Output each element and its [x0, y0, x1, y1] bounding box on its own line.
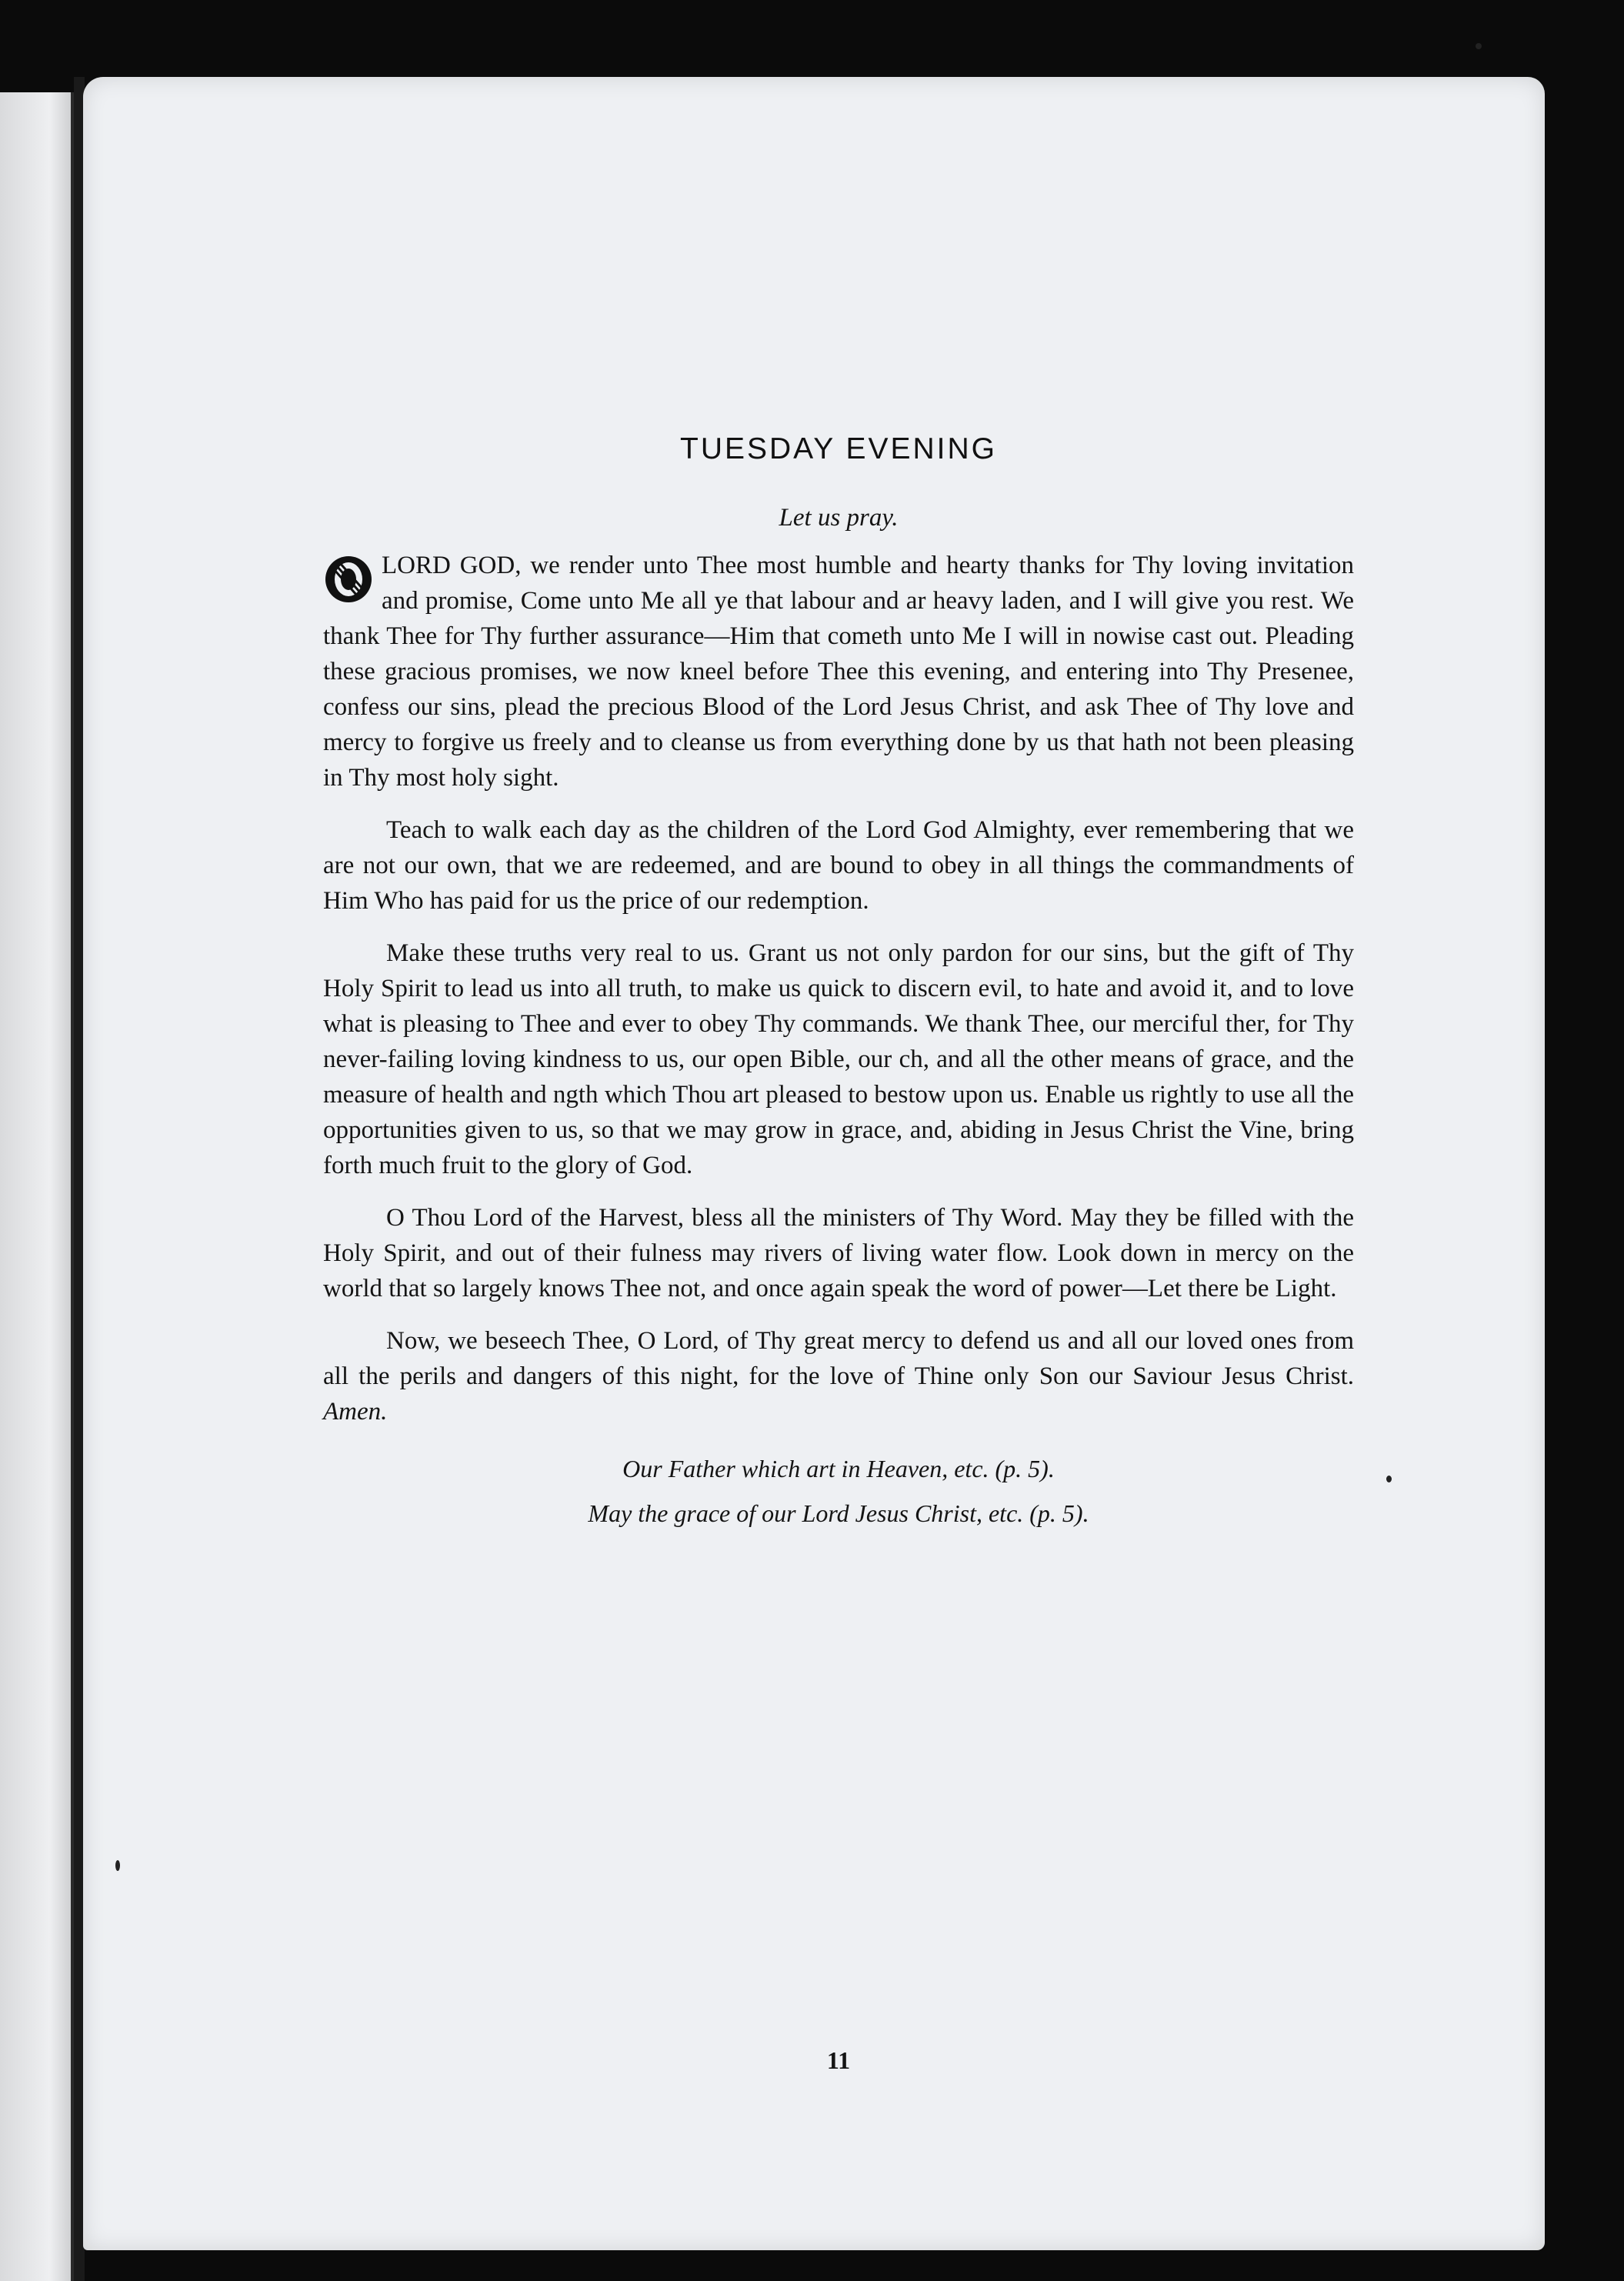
scan-speck — [1386, 1476, 1392, 1482]
paragraph-5-text: Now, we beseech Thee, O Lord, of Thy great mercy to defend us and all our loved ones from all the perils and dangers of this night, for the love of Thine only Son our Saviour Jesus Christ. — [323, 1327, 1354, 1390]
scan-speck — [115, 1860, 120, 1871]
book-page — [83, 77, 1545, 2250]
paragraph-3: Make these truths very real to us. Grant us not only pardon for our sins, but the gift of Thy Holy Spirit to lead us into all truth, to make us quick to discern evil, to hate and avoid it, and to love what is pleasing to Thee and ever to obey Thy commands. We thank Thee, our merciful ther, for Thy never-failing loving kindness to us, our open Bible, our ch, and all the other means of grace, and the measure of health and ngth which Thou art pleased to bestow upon us. Enable us rightly to use all the opportunities given to us, so that we may grow in grace, and, abiding in Jesus Christ the Vine, bring forth much fruit to the glory of God. — [323, 939, 1354, 1179]
amen-text: Amen. — [323, 1398, 388, 1426]
page-title: TUESDAY EVENING — [680, 432, 997, 465]
previous-page-edge — [0, 92, 74, 2281]
paragraph-1-text: LORD GOD, we render unto Thee most humble and hearty thanks for Thy loving invitation and promise, Come unto Me all ye that labour and ar heavy laden, and I will give you rest. We thank Thee for Thy further assurance—Him that cometh unto Me I will in nowise cast out. Pleading these gracious promises, we now kneel before Thee this evening, and entering into Thy Presenee, confess our sins, plead the precious Blood of the Lord Jesus Christ, and ask Thee of Thy love and mercy to forgive us freely and to cleanse us from everything done by us that hath not been pleasing in Thy most holy sight. — [323, 552, 1354, 792]
paragraph-4: O Thou Lord of the Harvest, bless all the ministers of Thy Word. May they be filled with the Holy Spirit, and out of their fulness may rivers of living water flow. Look down in mercy on the world that so largely knows Thee not, and once again speak the word of power—Let there be Light. — [323, 1204, 1354, 1302]
grace-reference: May the grace of our Lord Jesus Christ, etc. (p. 5). — [588, 1499, 1089, 1527]
prayer-body — [323, 548, 1354, 1536]
scan-speck — [1476, 43, 1482, 49]
prayer-intro: Let us pray. — [779, 504, 899, 532]
paragraph-5 — [323, 1323, 1354, 1429]
closing-lines — [323, 1446, 1354, 1536]
paragraph-1 — [323, 548, 1354, 795]
page-number: 11 — [826, 2046, 851, 2074]
ornamental-o-initial-icon — [323, 554, 374, 605]
paragraph-2: Teach to walk each day as the children of the Lord God Almighty, ever remembering that we are not our own, that we are redeemed, and are bound to obey in all things the commandments of Him Who has paid for us the price of our redemption. — [323, 816, 1354, 915]
lords-prayer-reference: Our Father which art in Heaven, etc. (p. 5). — [622, 1455, 1055, 1482]
